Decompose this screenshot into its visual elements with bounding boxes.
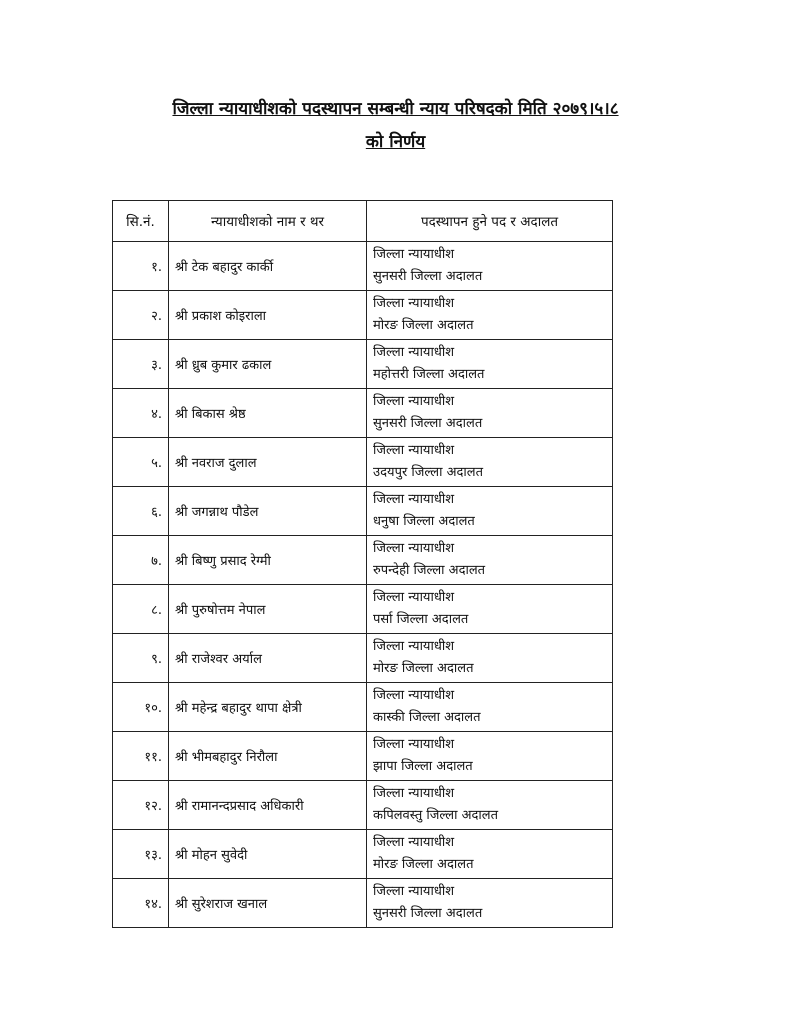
judge-name-cell: श्री बिष्णु प्रसाद रेग्मी — [169, 536, 367, 585]
table-row — [113, 879, 613, 928]
post-title: जिल्ला न्यायाधीश — [373, 884, 455, 899]
serial-number-cell: १. — [113, 242, 169, 291]
post-title: जिल्ला न्यायाधीश — [373, 247, 455, 262]
posting-cell — [367, 634, 613, 683]
court-name: मोरङ जिल्ला अदालत — [373, 318, 474, 333]
posting-cell — [367, 487, 613, 536]
table-row — [113, 536, 613, 585]
post-title: जिल्ला न्यायाधीश — [373, 394, 455, 409]
serial-number-cell: ८. — [113, 585, 169, 634]
post-title: जिल्ला न्यायाधीश — [373, 639, 455, 654]
court-name: कपिलवस्तु जिल्ला अदालत — [373, 808, 498, 823]
serial-number-cell: १०. — [113, 683, 169, 732]
post-title: जिल्ला न्यायाधीश — [373, 786, 455, 801]
posting-cell — [367, 291, 613, 340]
serial-number-cell: १३. — [113, 830, 169, 879]
judge-name-cell: श्री ध्रुब कुमार ढकाल — [169, 340, 367, 389]
judge-name-cell: श्री टेक बहादुर कार्की — [169, 242, 367, 291]
judge-name-cell: श्री जगन्नाथ पौडेल — [169, 487, 367, 536]
serial-number-cell: ४. — [113, 389, 169, 438]
judge-name-cell: श्री पुरुषोत्तम नेपाल — [169, 585, 367, 634]
table-row — [113, 781, 613, 830]
table-body — [113, 242, 613, 928]
posting-cell — [367, 340, 613, 389]
post-title: जिल्ला न्यायाधीश — [373, 835, 455, 850]
judge-name-cell: श्री सुरेशराज खनाल — [169, 879, 367, 928]
court-name: उदयपुर जिल्ला अदालत — [373, 465, 484, 480]
page-title-line-1: जिल्ला न्यायाधीशको पदस्थापन सम्बन्धी न्याय परिषदको मिति २०७९।५।८ — [172, 99, 619, 119]
table-row — [113, 389, 613, 438]
court-name: झापा जिल्ला अदालत — [373, 759, 473, 774]
judge-name-cell: श्री राजेश्वर अर्याल — [169, 634, 367, 683]
judge-name-cell: श्री भीमबहादुर निरौला — [169, 732, 367, 781]
court-name: महोत्तरी जिल्ला अदालत — [373, 367, 485, 382]
header-posting-court: पदस्थापन हुने पद र अदालत — [367, 201, 613, 242]
table-row — [113, 291, 613, 340]
judge-name-cell: श्री नवराज दुलाल — [169, 438, 367, 487]
judge-posting-table — [112, 200, 613, 928]
judge-name-cell: श्री रामानन्दप्रसाद अधिकारी — [169, 781, 367, 830]
serial-number-cell: १४. — [113, 879, 169, 928]
posting-cell — [367, 585, 613, 634]
serial-number-cell: ६. — [113, 487, 169, 536]
judge-name-cell: श्री बिकास श्रेष्ठ — [169, 389, 367, 438]
posting-cell — [367, 830, 613, 879]
court-name: सुनसरी जिल्ला अदालत — [373, 906, 483, 921]
page-title-line-2: को निर्णय — [365, 132, 426, 152]
post-title: जिल्ला न्यायाधीश — [373, 296, 455, 311]
serial-number-cell: १२. — [113, 781, 169, 830]
posting-cell — [367, 732, 613, 781]
judge-name-cell: श्री प्रकाश कोइराला — [169, 291, 367, 340]
court-name: रुपन्देही जिल्ला अदालत — [373, 563, 486, 578]
court-name: पर्सा जिल्ला अदालत — [373, 612, 469, 627]
table-row — [113, 340, 613, 389]
table-row — [113, 487, 613, 536]
posting-cell — [367, 536, 613, 585]
table-header-row — [113, 201, 613, 242]
posting-cell — [367, 879, 613, 928]
posting-cell — [367, 438, 613, 487]
serial-number-cell: ३. — [113, 340, 169, 389]
serial-number-cell: ११. — [113, 732, 169, 781]
court-name: मोरङ जिल्ला अदालत — [373, 661, 474, 676]
serial-number-cell: २. — [113, 291, 169, 340]
table-row — [113, 683, 613, 732]
posting-cell — [367, 781, 613, 830]
post-title: जिल्ला न्यायाधीश — [373, 688, 455, 703]
posting-cell — [367, 683, 613, 732]
table-row — [113, 242, 613, 291]
header-judge-name: न्यायाधीशको नाम र थर — [169, 201, 367, 242]
post-title: जिल्ला न्यायाधीश — [373, 443, 455, 458]
post-title: जिल्ला न्यायाधीश — [373, 737, 455, 752]
court-name: सुनसरी जिल्ला अदालत — [373, 416, 483, 431]
court-name: मोरङ जिल्ला अदालत — [373, 857, 474, 872]
judge-name-cell: श्री महेन्द्र बहादुर थापा क्षेत्री — [169, 683, 367, 732]
court-name: सुनसरी जिल्ला अदालत — [373, 269, 483, 284]
table-row — [113, 732, 613, 781]
posting-cell — [367, 242, 613, 291]
table-row — [113, 438, 613, 487]
post-title: जिल्ला न्यायाधीश — [373, 345, 455, 360]
court-name: धनुषा जिल्ला अदालत — [373, 514, 475, 529]
table-row — [113, 585, 613, 634]
court-name: कास्की जिल्ला अदालत — [373, 710, 481, 725]
post-title: जिल्ला न्यायाधीश — [373, 590, 455, 605]
posting-cell — [367, 389, 613, 438]
table-row — [113, 634, 613, 683]
judge-name-cell: श्री मोहन सुवेदी — [169, 830, 367, 879]
post-title: जिल्ला न्यायाधीश — [373, 541, 455, 556]
post-title: जिल्ला न्यायाधीश — [373, 492, 455, 507]
table-row — [113, 830, 613, 879]
serial-number-cell: ९. — [113, 634, 169, 683]
serial-number-cell: ५. — [113, 438, 169, 487]
header-serial-number: सि.नं. — [113, 201, 169, 242]
serial-number-cell: ७. — [113, 536, 169, 585]
